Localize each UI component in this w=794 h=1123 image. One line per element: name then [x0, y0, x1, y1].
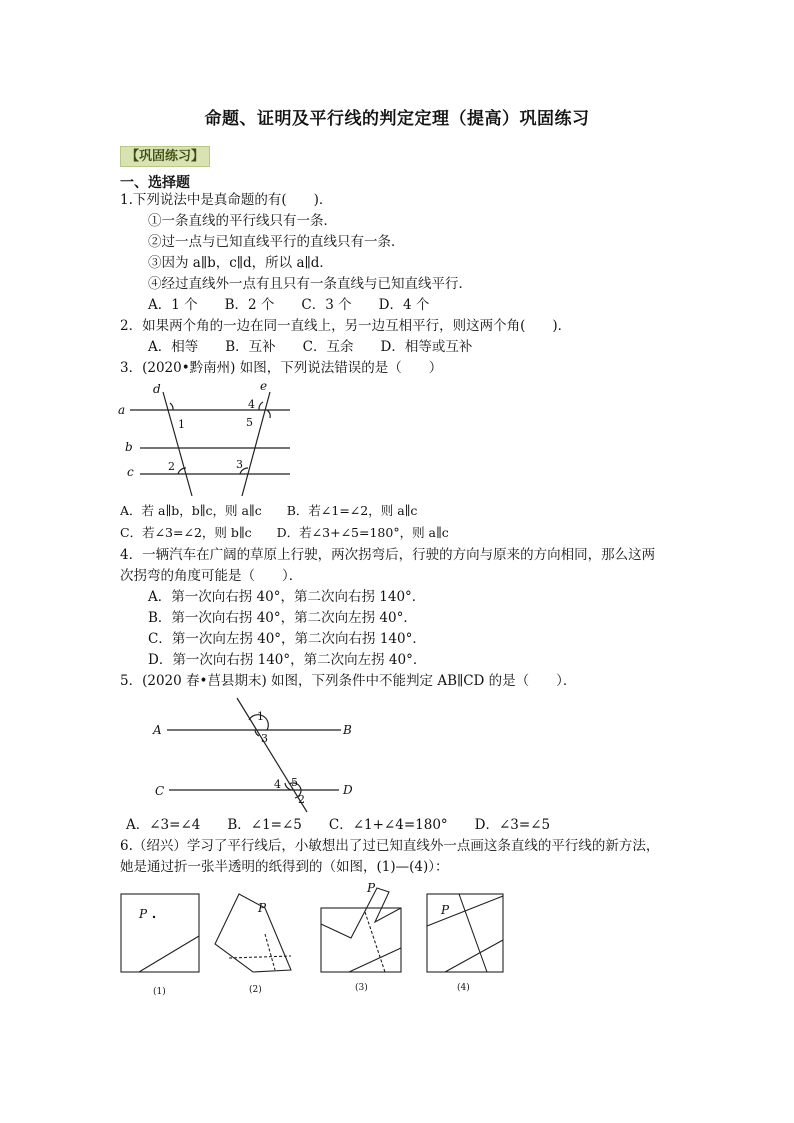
section-heading: 一、选择题	[120, 175, 190, 191]
q3-label-a: a	[118, 403, 126, 417]
q1-stem: 1.下列说法中是真命题的有( )．	[120, 192, 333, 208]
q6-caption-3: (3)	[355, 983, 368, 993]
q1-item-3: ③因为 a∥b，c∥d，所以 a∥d．	[148, 255, 333, 271]
q2-options: A．相等 B．互补 C．互余 D．相等或互补	[148, 339, 473, 355]
q3-options-row1: A．若 a∥b，b∥c，则 a∥c B．若∠1=∠2，则 a∥c	[120, 503, 418, 518]
q6-point-p-2: P	[258, 901, 267, 915]
q5-angle-3: 3	[261, 732, 268, 745]
q6-caption-4: (4)	[457, 983, 470, 993]
q1-item-2: ②过一点与已知直线平行的直线只有一条．	[148, 234, 405, 250]
q1-item-1: ①一条直线的平行线只有一条．	[148, 213, 337, 229]
q6-point-p-1: P	[139, 907, 148, 921]
q3-angle-3: 3	[236, 458, 243, 471]
q6-caption-1: (1)	[153, 987, 166, 997]
q6-stem-line2: 她是通过折一张半透明的纸得到的（如图，(1)—(4)）：	[120, 859, 449, 875]
q3-figure	[110, 378, 310, 498]
q3-angle-5: 5	[246, 416, 253, 429]
q6-point-p-4: P	[441, 903, 450, 917]
q5-angle-5: 5	[291, 776, 298, 789]
q4-option-c: C．第一次向左拐 40°，第二次向右拐 140°．	[148, 631, 426, 647]
q5-angle-4: 4	[274, 778, 281, 791]
q5-options: A．∠3=∠4 B．∠1=∠5 C．∠1+∠4=180° D．∠3=∠5	[126, 817, 551, 833]
q6-stem-line1: 6.（绍兴）学习了平行线后，小敏想出了过已知直线外一点画这条直线的平行线的新方法，	[120, 838, 660, 854]
q3-options-row2: C．若∠3=∠2，则 b∥c D．若∠3+∠5=180°，则 a∥c	[120, 525, 449, 540]
q4-stem-line1: 4．一辆汽车在广阔的草原上行驶，两次拐弯后，行驶的方向与原来的方向相同，那么这两	[120, 547, 656, 563]
q6-caption-2: (2)	[249, 985, 262, 995]
q5-label-C: C	[155, 784, 165, 798]
q5-figure	[145, 690, 375, 814]
q3-angle-1: 1	[178, 418, 185, 431]
q3-label-d: d	[153, 382, 161, 396]
q5-angle-1: 1	[257, 710, 264, 723]
q4-stem-line2: 次拐弯的角度可能是（ ）．	[120, 568, 303, 584]
page-title: 命题、证明及平行线的判定定理（提高）巩固练习	[204, 109, 590, 129]
q3-stem: 3．(2020•黔南州) 如图，下列说法错误的是（ ）	[120, 360, 443, 376]
q3-label-e: e	[260, 379, 268, 393]
section-badge: 【巩固练习】	[120, 146, 210, 167]
q6-point-p-3: P	[367, 881, 376, 895]
q3-angle-2: 2	[168, 460, 175, 473]
q5-angle-2: 2	[298, 793, 305, 806]
q3-label-b: b	[125, 440, 133, 454]
q4-option-d: D．第一次向右拐 140°，第二次向左拐 40°．	[148, 652, 427, 668]
q1-item-4: ④经过直线外一点有且只有一条直线与已知直线平行．	[148, 276, 472, 292]
q5-label-B: B	[343, 723, 352, 737]
q2-stem: 2．如果两个角的一边在同一直线上，另一边互相平行，则这两个角( )．	[120, 318, 572, 334]
q4-option-b: B．第一次向右拐 40°，第二次向左拐 40°．	[148, 610, 417, 626]
q3-angle-4: 4	[248, 398, 255, 411]
q5-stem: 5．(2020 春•莒县期末) 如图，下列条件中不能判定 AB∥CD 的是（ ）．	[120, 673, 577, 689]
q5-label-A: A	[153, 723, 162, 737]
q3-label-c: c	[127, 465, 134, 479]
q1-options: A．1 个 B．2 个 C．3 个 D．4 个	[148, 297, 430, 313]
q5-label-D: D	[343, 783, 353, 797]
q4-option-a: A．第一次向右拐 40°，第二次向右拐 140°．	[148, 589, 426, 605]
q6-figure	[115, 878, 515, 998]
